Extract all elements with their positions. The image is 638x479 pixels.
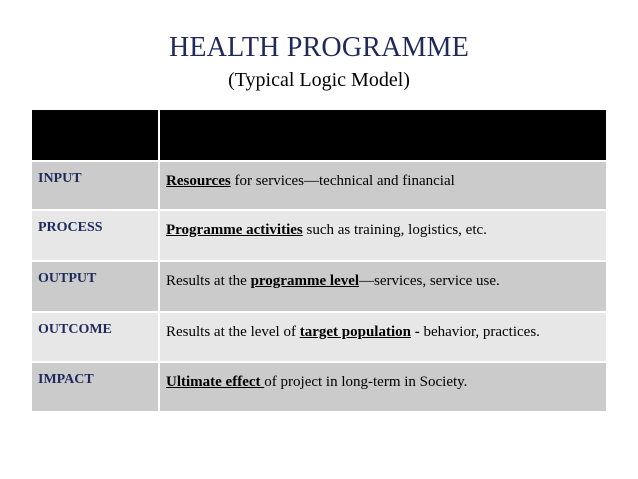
key-term: programme level (250, 273, 360, 289)
description-cell (159, 261, 606, 312)
stage-label-process: PROCESS (38, 220, 103, 235)
stage-label-outcome: OUTCOME (38, 322, 112, 337)
description-text: Results at the level of (166, 324, 300, 340)
separator: - (410, 324, 424, 340)
stage-cell (32, 362, 159, 411)
table-row-input (32, 161, 606, 210)
stage-label-impact: IMPACT (38, 372, 94, 387)
description-cell (159, 312, 606, 362)
description-text: for services—technical and financial (230, 173, 455, 189)
stage-cell (32, 261, 159, 312)
description-input (160, 162, 606, 192)
table-row-process (32, 210, 606, 261)
slide-title: HEALTH PROGRAMME (168, 32, 470, 63)
key-term: Programme activities (166, 222, 303, 238)
key-term: Resources (166, 173, 231, 189)
description-output (160, 262, 606, 292)
description-cell (159, 161, 606, 210)
description-impact (160, 363, 606, 393)
slide-subtitle: (Typical Logic Model) (228, 69, 410, 91)
stage-cell (32, 312, 159, 362)
description-text: of project in long-term in Society. (264, 374, 468, 390)
description-text: —services, service use. (359, 273, 500, 289)
key-term: Ultimate effect (166, 374, 265, 390)
stage-label-output: OUTPUT (38, 271, 97, 286)
description-outcome (160, 313, 606, 343)
header-cell-description (159, 110, 606, 161)
description-text: Results at the (166, 273, 251, 289)
description-process (160, 211, 606, 241)
table-row-output (32, 261, 606, 312)
table-row-outcome (32, 312, 606, 362)
logic-model-table (32, 110, 606, 411)
stage-label-input: INPUT (38, 171, 82, 186)
description-cell (159, 210, 606, 261)
description-cell (159, 362, 606, 411)
header-cell-stage (32, 110, 159, 161)
stage-cell (32, 210, 159, 261)
stage-cell (32, 161, 159, 210)
description-text: behavior, practices. (423, 324, 540, 340)
table-row-impact (32, 362, 606, 411)
key-term: target population (299, 324, 411, 340)
description-text: such as training, logistics, etc. (302, 222, 487, 238)
table-header-row (32, 110, 606, 161)
